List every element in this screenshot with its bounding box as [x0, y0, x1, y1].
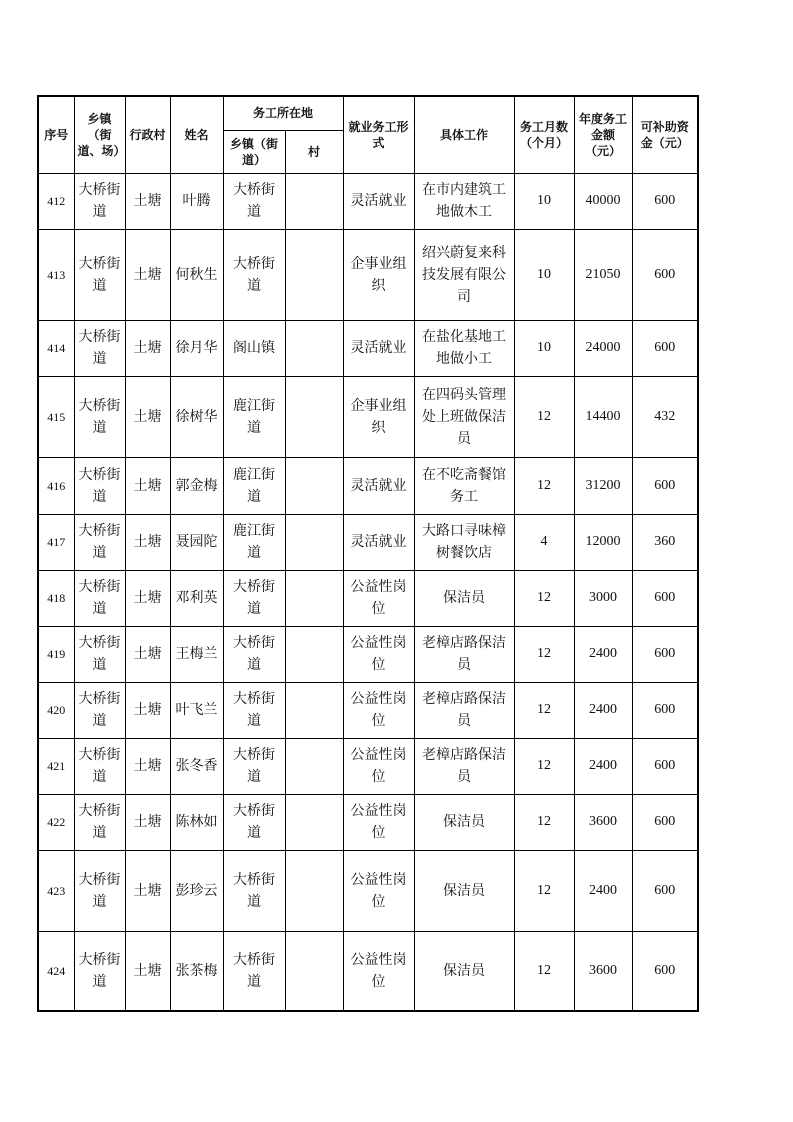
cell-subsidy: 600 — [632, 320, 698, 376]
header-workplace: 务工所在地 — [223, 96, 343, 130]
table-row — [38, 738, 698, 794]
cell-job: 保洁员 — [414, 931, 514, 1011]
cell-subsidy: 600 — [632, 794, 698, 850]
header-job: 具体工作 — [414, 96, 514, 173]
cell-form: 公益性岗位 — [343, 794, 414, 850]
cell-subsidy: 432 — [632, 376, 698, 457]
cell-wp-village — [285, 514, 343, 570]
cell-village: 土塘 — [125, 457, 170, 514]
cell-seq: 419 — [38, 626, 74, 682]
table-row — [38, 682, 698, 738]
cell-town: 大桥街道 — [74, 173, 125, 229]
cell-name: 郭金梅 — [170, 457, 223, 514]
cell-town: 大桥街道 — [74, 229, 125, 320]
cell-job: 保洁员 — [414, 570, 514, 626]
cell-wp-town: 大桥街道 — [223, 173, 285, 229]
cell-months: 12 — [514, 738, 574, 794]
cell-wp-village — [285, 931, 343, 1011]
cell-seq: 420 — [38, 682, 74, 738]
cell-name: 王梅兰 — [170, 626, 223, 682]
cell-months: 12 — [514, 794, 574, 850]
cell-wp-village — [285, 570, 343, 626]
cell-wp-village — [285, 794, 343, 850]
cell-name: 叶腾 — [170, 173, 223, 229]
cell-income: 3000 — [574, 570, 632, 626]
cell-form: 灵活就业 — [343, 173, 414, 229]
cell-form: 公益性岗位 — [343, 931, 414, 1011]
table-body — [38, 173, 698, 1011]
cell-name: 徐树华 — [170, 376, 223, 457]
header-income: 年度务工金额（元） — [574, 96, 632, 173]
cell-income: 24000 — [574, 320, 632, 376]
cell-wp-town: 大桥街道 — [223, 570, 285, 626]
cell-seq: 412 — [38, 173, 74, 229]
cell-job: 绍兴蔚复来科技发展有限公司 — [414, 229, 514, 320]
cell-job: 在市内建筑工地做木工 — [414, 173, 514, 229]
cell-town: 大桥街道 — [74, 850, 125, 931]
table-row — [38, 931, 698, 1011]
cell-wp-town: 大桥街道 — [223, 229, 285, 320]
cell-village: 土塘 — [125, 229, 170, 320]
cell-job: 保洁员 — [414, 850, 514, 931]
cell-form: 公益性岗位 — [343, 626, 414, 682]
cell-wp-town: 大桥街道 — [223, 931, 285, 1011]
cell-village: 土塘 — [125, 931, 170, 1011]
cell-form: 公益性岗位 — [343, 682, 414, 738]
header-seq: 序号 — [38, 96, 74, 173]
cell-subsidy: 600 — [632, 570, 698, 626]
cell-form: 灵活就业 — [343, 514, 414, 570]
cell-subsidy: 600 — [632, 626, 698, 682]
cell-wp-town: 大桥街道 — [223, 626, 285, 682]
cell-seq: 423 — [38, 850, 74, 931]
cell-months: 12 — [514, 682, 574, 738]
cell-months: 10 — [514, 229, 574, 320]
cell-income: 2400 — [574, 738, 632, 794]
cell-wp-town: 鹿江街道 — [223, 457, 285, 514]
cell-name: 陈林如 — [170, 794, 223, 850]
cell-wp-town: 鹿江街道 — [223, 376, 285, 457]
cell-wp-village — [285, 682, 343, 738]
cell-village: 土塘 — [125, 320, 170, 376]
cell-wp-town: 大桥街道 — [223, 738, 285, 794]
cell-town: 大桥街道 — [74, 931, 125, 1011]
cell-job: 老樟店路保洁员 — [414, 738, 514, 794]
table-row — [38, 794, 698, 850]
cell-seq: 413 — [38, 229, 74, 320]
cell-months: 4 — [514, 514, 574, 570]
cell-months: 12 — [514, 376, 574, 457]
cell-job: 大路口寻味樟树餐饮店 — [414, 514, 514, 570]
cell-town: 大桥街道 — [74, 682, 125, 738]
cell-seq: 418 — [38, 570, 74, 626]
header-months: 务工月数（个月） — [514, 96, 574, 173]
cell-name: 聂园陀 — [170, 514, 223, 570]
cell-seq: 421 — [38, 738, 74, 794]
cell-income: 2400 — [574, 850, 632, 931]
cell-village: 土塘 — [125, 850, 170, 931]
cell-town: 大桥街道 — [74, 376, 125, 457]
cell-village: 土塘 — [125, 173, 170, 229]
table-row — [38, 850, 698, 931]
cell-wp-town: 鹿江街道 — [223, 514, 285, 570]
header-workplace-town: 乡镇（街道） — [223, 130, 285, 173]
header-form: 就业务工形式 — [343, 96, 414, 173]
cell-name: 叶飞兰 — [170, 682, 223, 738]
cell-subsidy: 600 — [632, 173, 698, 229]
cell-months: 10 — [514, 173, 574, 229]
table-row — [38, 514, 698, 570]
cell-seq: 415 — [38, 376, 74, 457]
cell-months: 10 — [514, 320, 574, 376]
cell-months: 12 — [514, 931, 574, 1011]
cell-name: 徐月华 — [170, 320, 223, 376]
cell-income: 14400 — [574, 376, 632, 457]
cell-form: 灵活就业 — [343, 320, 414, 376]
cell-wp-village — [285, 850, 343, 931]
cell-months: 12 — [514, 457, 574, 514]
cell-seq: 417 — [38, 514, 74, 570]
table-row — [38, 626, 698, 682]
cell-wp-village — [285, 376, 343, 457]
cell-months: 12 — [514, 850, 574, 931]
cell-name: 何秋生 — [170, 229, 223, 320]
cell-name: 张冬香 — [170, 738, 223, 794]
cell-income: 12000 — [574, 514, 632, 570]
cell-wp-town: 阁山镇 — [223, 320, 285, 376]
cell-job: 在盐化基地工地做小工 — [414, 320, 514, 376]
cell-wp-village — [285, 738, 343, 794]
table-row — [38, 570, 698, 626]
cell-form: 公益性岗位 — [343, 738, 414, 794]
cell-income: 31200 — [574, 457, 632, 514]
cell-wp-village — [285, 457, 343, 514]
cell-subsidy: 600 — [632, 229, 698, 320]
header-town: 乡镇（街道、场） — [74, 96, 125, 173]
cell-seq: 416 — [38, 457, 74, 514]
cell-income: 2400 — [574, 626, 632, 682]
cell-village: 土塘 — [125, 682, 170, 738]
cell-income: 3600 — [574, 794, 632, 850]
cell-village: 土塘 — [125, 626, 170, 682]
cell-wp-town: 大桥街道 — [223, 794, 285, 850]
cell-name: 邓利英 — [170, 570, 223, 626]
cell-subsidy: 600 — [632, 738, 698, 794]
cell-village: 土塘 — [125, 376, 170, 457]
cell-job: 老樟店路保洁员 — [414, 682, 514, 738]
cell-wp-town: 大桥街道 — [223, 850, 285, 931]
table-row — [38, 376, 698, 457]
cell-job: 在四码头管理处上班做保洁员 — [414, 376, 514, 457]
cell-wp-village — [285, 626, 343, 682]
cell-subsidy: 600 — [632, 682, 698, 738]
cell-village: 土塘 — [125, 514, 170, 570]
cell-village: 土塘 — [125, 570, 170, 626]
cell-town: 大桥街道 — [74, 457, 125, 514]
header-subsidy: 可补助资金（元） — [632, 96, 698, 173]
cell-subsidy: 360 — [632, 514, 698, 570]
cell-wp-village — [285, 320, 343, 376]
cell-income: 3600 — [574, 931, 632, 1011]
cell-subsidy: 600 — [632, 457, 698, 514]
cell-months: 12 — [514, 570, 574, 626]
cell-seq: 414 — [38, 320, 74, 376]
cell-town: 大桥街道 — [74, 570, 125, 626]
cell-job: 老樟店路保洁员 — [414, 626, 514, 682]
cell-job: 保洁员 — [414, 794, 514, 850]
cell-months: 12 — [514, 626, 574, 682]
employment-subsidy-table — [37, 95, 699, 1012]
header-name: 姓名 — [170, 96, 223, 173]
cell-town: 大桥街道 — [74, 626, 125, 682]
table-row — [38, 320, 698, 376]
cell-town: 大桥街道 — [74, 320, 125, 376]
cell-income: 40000 — [574, 173, 632, 229]
cell-seq: 422 — [38, 794, 74, 850]
cell-wp-village — [285, 173, 343, 229]
table-row — [38, 229, 698, 320]
cell-form: 公益性岗位 — [343, 570, 414, 626]
table-row — [38, 173, 698, 229]
header-village: 行政村 — [125, 96, 170, 173]
cell-form: 企事业组织 — [343, 376, 414, 457]
cell-job: 在不吃斋餐馆务工 — [414, 457, 514, 514]
cell-form: 企事业组织 — [343, 229, 414, 320]
cell-subsidy: 600 — [632, 850, 698, 931]
cell-income: 2400 — [574, 682, 632, 738]
cell-wp-town: 大桥街道 — [223, 682, 285, 738]
cell-town: 大桥街道 — [74, 738, 125, 794]
cell-income: 21050 — [574, 229, 632, 320]
cell-name: 彭珍云 — [170, 850, 223, 931]
cell-wp-village — [285, 229, 343, 320]
header-workplace-village: 村 — [285, 130, 343, 173]
cell-town: 大桥街道 — [74, 794, 125, 850]
cell-village: 土塘 — [125, 738, 170, 794]
cell-name: 张茶梅 — [170, 931, 223, 1011]
cell-form: 公益性岗位 — [343, 850, 414, 931]
cell-village: 土塘 — [125, 794, 170, 850]
cell-subsidy: 600 — [632, 931, 698, 1011]
cell-seq: 424 — [38, 931, 74, 1011]
cell-town: 大桥街道 — [74, 514, 125, 570]
table-row — [38, 457, 698, 514]
cell-form: 灵活就业 — [343, 457, 414, 514]
